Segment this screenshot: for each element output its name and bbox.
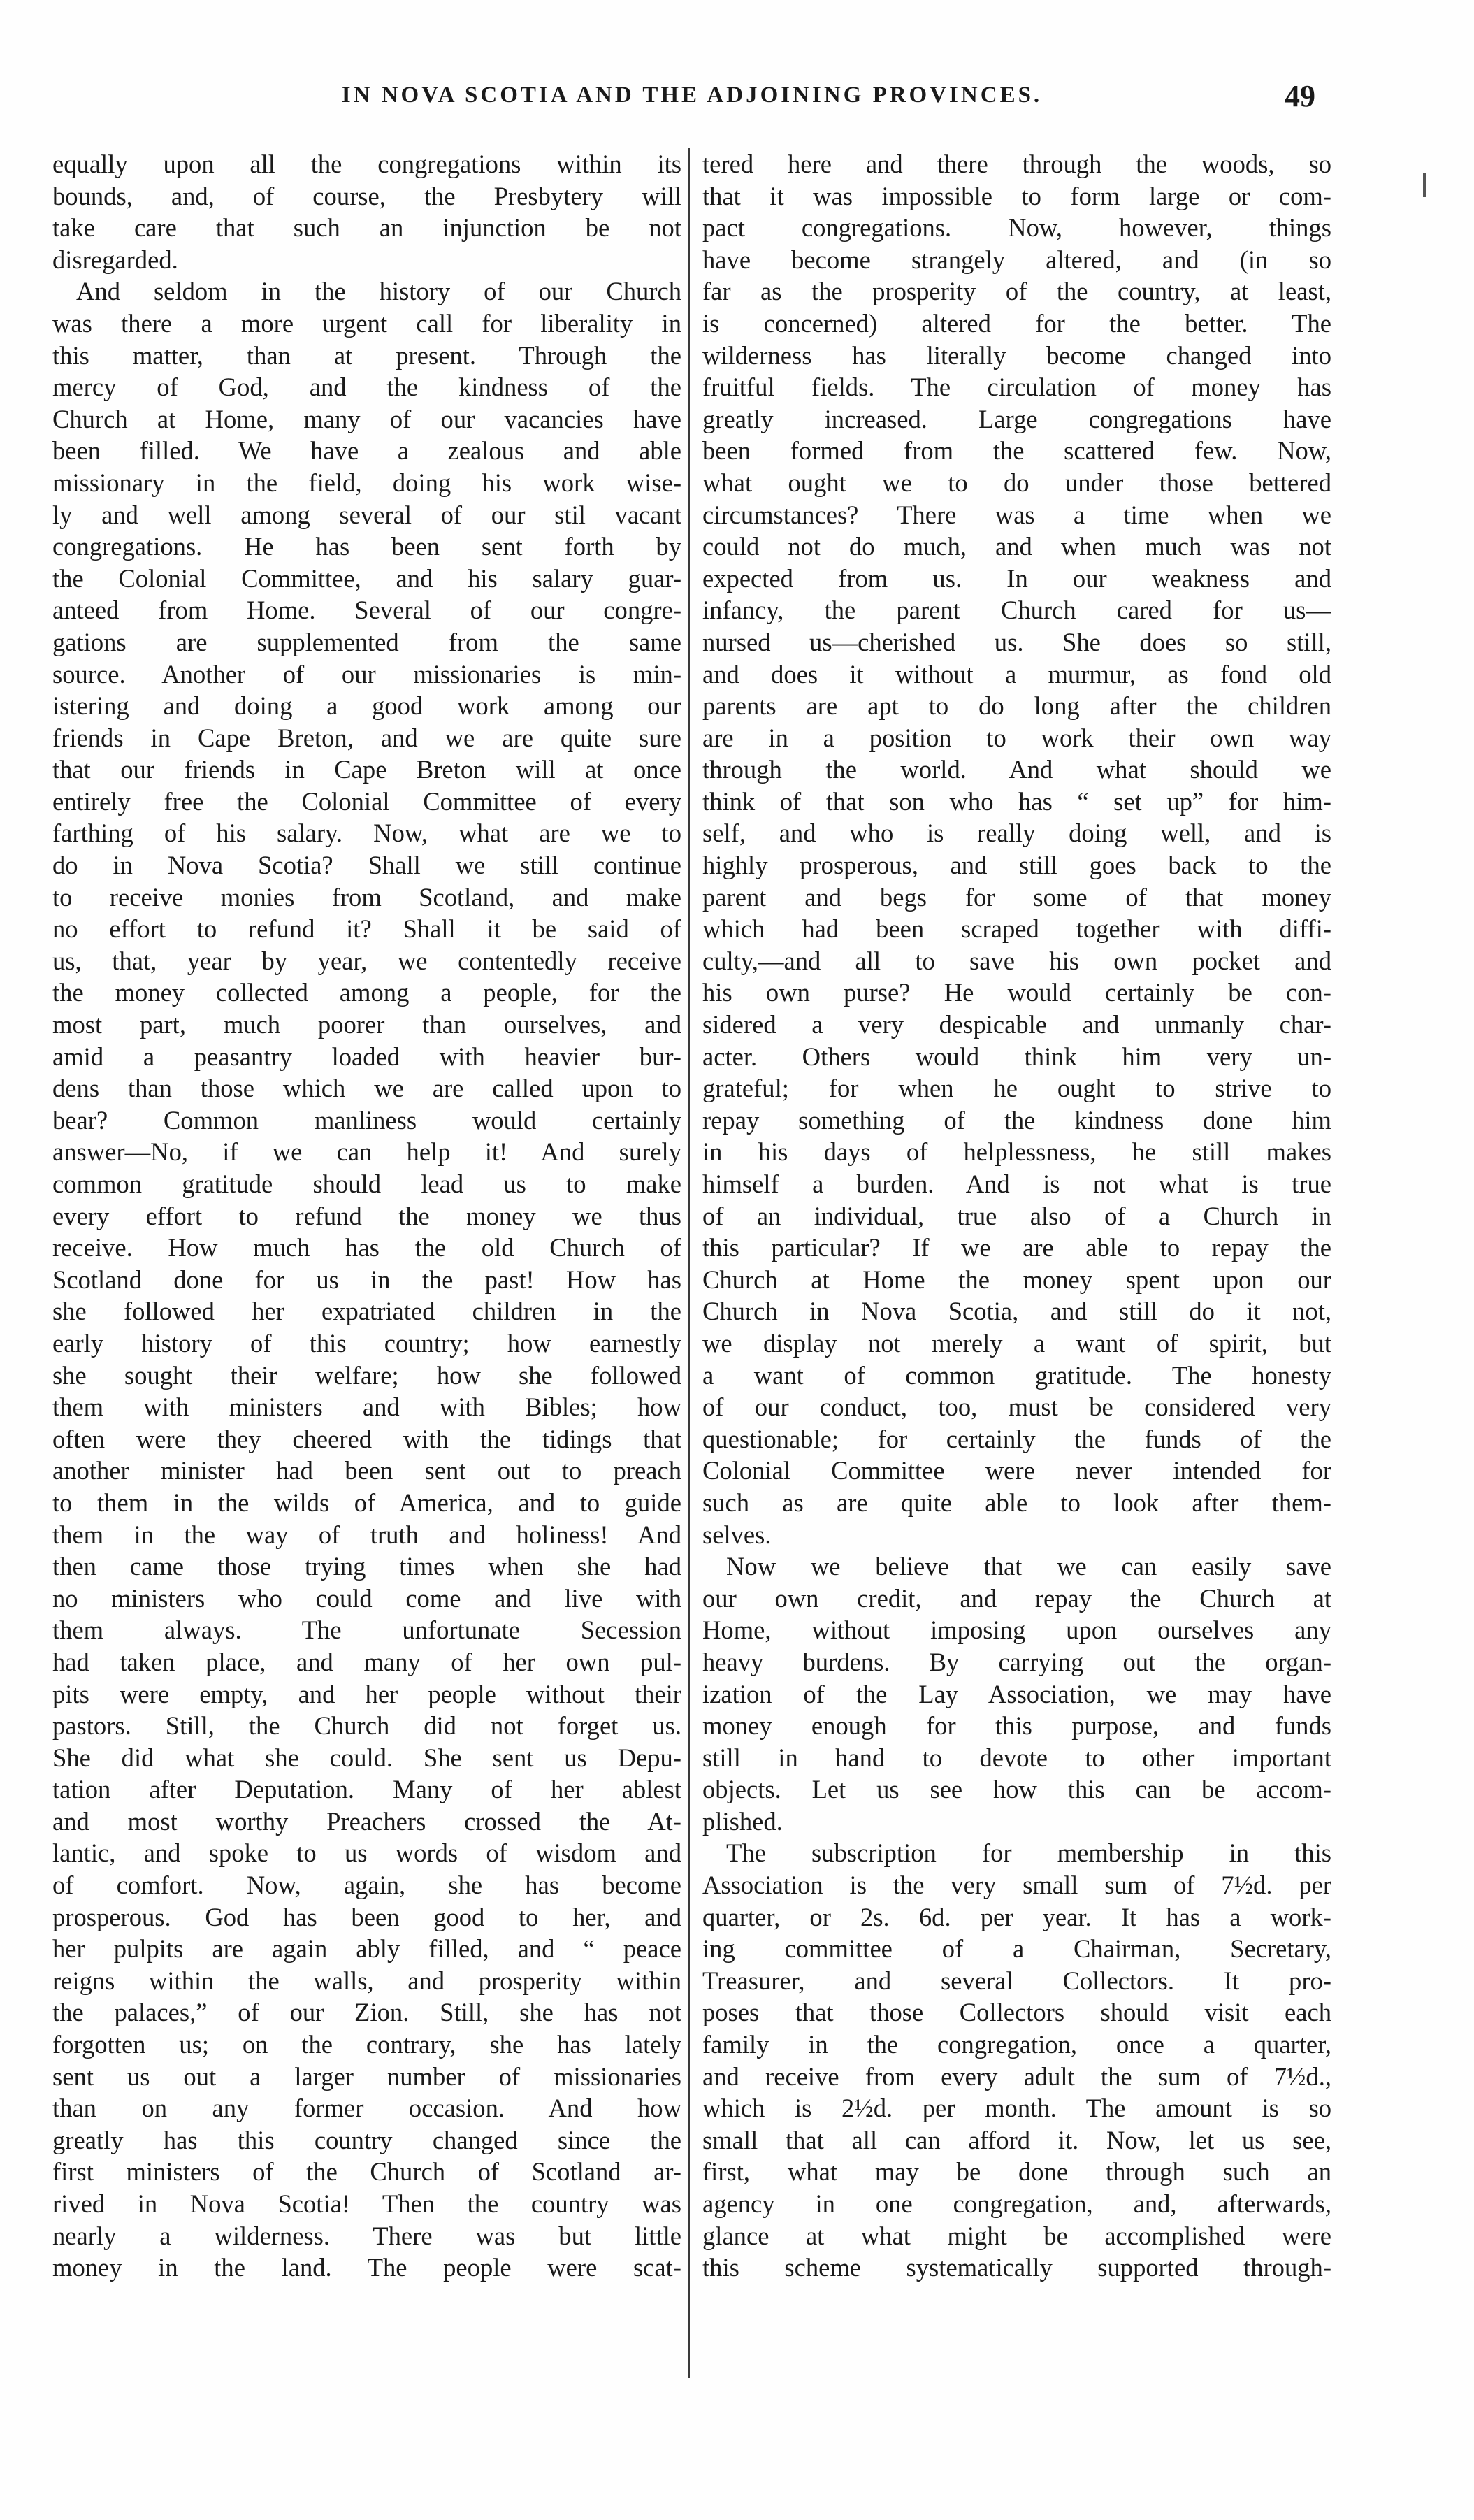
text-line: questionable; for certainly the funds of the: [702, 1424, 1331, 1453]
text-line: nearly a wilderness. There was but little: [52, 2221, 681, 2250]
text-line: dens than those which we are called upon to: [52, 1074, 681, 1103]
text-line: her pulpits are again ably filled, and “ peace: [52, 1934, 681, 1964]
text-line: grateful; for when he ought to strive to: [702, 1074, 1331, 1103]
text-line: Now we believe that we can easily save: [726, 1552, 1331, 1581]
text-line: ization of the Lay Association, we may have: [702, 1679, 1331, 1708]
text-line: this matter, than at present. Through the: [52, 340, 681, 370]
text-line: every effort to refund the money we thus: [52, 1201, 681, 1230]
text-line: money in the land. The people were scat-: [52, 2253, 681, 2282]
text-line: She did what she could. She sent us Depu-: [52, 1743, 681, 1772]
text-line: lantic, and spoke to us words of wisdom and: [52, 1838, 681, 1868]
text-line: bounds, and, of course, the Presbytery will: [52, 181, 681, 210]
text-line: gations are supplemented from the same: [52, 627, 681, 656]
text-line: ing committee of a Chairman, Secretary,: [702, 1934, 1331, 1964]
text-line: first, what may be done through such an: [702, 2157, 1331, 2187]
text-line: she followed her expatriated children in the: [52, 1297, 681, 1326]
text-line: pits were empty, and her people without their: [52, 1679, 681, 1708]
text-line: think of that son who has “ set up” for him-: [702, 786, 1331, 816]
text-line: them always. The unfortunate Secession: [52, 1615, 681, 1645]
text-line: self, and who is really doing well, and is: [702, 819, 1331, 848]
text-line: objects. Let us see how this can be accom-: [702, 1775, 1331, 1804]
margin-mark: [1423, 173, 1426, 197]
text-line: are in a position to work their own way: [702, 723, 1331, 752]
text-line: this particular? If we are able to repay the: [702, 1233, 1331, 1262]
text-line: do in Nova Scotia? Shall we still continue: [52, 851, 681, 880]
text-line: no effort to refund it? Shall it be said of: [52, 914, 681, 944]
text-line: quarter, or 2s. 6d. per year. It has a work-: [702, 1902, 1331, 1931]
text-line: poses that those Collectors should visit each: [702, 1998, 1331, 2027]
text-line: parent and begs for some of that money: [702, 882, 1331, 912]
text-line: have become strangely altered, and (in so: [702, 245, 1331, 274]
text-line: answer—No, if we can help it! And surely: [52, 1137, 681, 1167]
column-rule: [688, 148, 690, 2378]
text-line: of our conduct, too, must be considered very: [702, 1392, 1331, 1422]
text-line: pastors. Still, the Church did not forget us.: [52, 1711, 681, 1741]
text-line: congregations. He has been sent forth by: [52, 532, 681, 561]
text-line: such as are quite able to look after them-: [702, 1488, 1331, 1517]
page-number: 49: [1285, 79, 1315, 113]
text-line: them in the way of truth and holiness! And: [52, 1520, 681, 1549]
text-line: first ministers of the Church of Scotland ar-: [52, 2157, 681, 2187]
text-line: been filled. We have a zealous and able: [52, 436, 681, 466]
text-line: sidered a very despicable and unmanly char-: [702, 1010, 1331, 1039]
text-line: sent us out a larger number of missionaries: [52, 2061, 681, 2091]
text-line: of an individual, true also of a Church in: [702, 1201, 1331, 1230]
text-line: was there a more urgent call for liberality in: [52, 308, 681, 338]
text-line: receive. How much has the old Church of: [52, 1233, 681, 1262]
text-line: his own purse? He would certainly be con-: [702, 978, 1331, 1007]
text-line: no ministers who could come and live with: [52, 1583, 681, 1613]
text-line: Church in Nova Scotia, and still do it not,: [702, 1297, 1331, 1326]
text-line: take care that such an injunction be not: [52, 213, 681, 243]
text-line: she sought their welfare; how she followed: [52, 1360, 681, 1390]
text-line: our own credit, and repay the Church at: [702, 1583, 1331, 1613]
text-line: had taken place, and many of her own pul-: [52, 1647, 681, 1676]
text-line: rived in Nova Scotia! Then the country was: [52, 2189, 681, 2218]
text-line: heavy burdens. By carrying out the organ-: [702, 1647, 1331, 1676]
text-line: and does it without a murmur, as fond old: [702, 659, 1331, 689]
text-line: common gratitude should lead us to make: [52, 1169, 681, 1198]
text-line: another minister had been sent out to preach: [52, 1456, 681, 1485]
text-line: through the world. And what should we: [702, 755, 1331, 784]
text-line: that it was impossible to form large or com-: [702, 181, 1331, 210]
text-line: culty,—and all to save his own pocket and: [702, 946, 1331, 975]
text-line: friends in Cape Breton, and we are quite sure: [52, 723, 681, 752]
text-line: we display not merely a want of spirit, but: [702, 1328, 1331, 1358]
text-line: missionary in the field, doing his work wise-: [52, 468, 681, 497]
text-line: entirely free the Colonial Committee of every: [52, 786, 681, 816]
text-line: glance at what might be accomplished were: [702, 2221, 1331, 2250]
text-line: Association is the very small sum of 7½d. per: [702, 1871, 1331, 1900]
running-title: IN NOVA SCOTIA AND THE ADJOINING PROVINCES.: [341, 82, 1043, 108]
text-line: often were they cheered with the tidings that: [52, 1424, 681, 1453]
text-line: the palaces,” of our Zion. Still, she has not: [52, 1998, 681, 2027]
text-line: early history of this country; how earnestly: [52, 1328, 681, 1358]
text-line: amid a peasantry loaded with heavier bur-: [52, 1042, 681, 1071]
text-line: and most worthy Preachers crossed the At-: [52, 1806, 681, 1836]
text-line: Church at Home the money spent upon our: [702, 1265, 1331, 1294]
text-line: tered here and there through the woods, so: [702, 150, 1331, 178]
text-line: repay something of the kindness done him: [702, 1105, 1331, 1135]
running-head: [0, 79, 1474, 124]
text-line: still in hand to devote to other important: [702, 1743, 1331, 1772]
text-line: them with ministers and with Bibles; how: [52, 1392, 681, 1422]
text-line: wilderness has literally become changed into: [702, 340, 1331, 370]
text-line: disregarded.: [52, 245, 178, 274]
text-line: nursed us—cherished us. She does so still,: [702, 627, 1331, 656]
text-line: fruitful fields. The circulation of money has: [702, 373, 1331, 402]
text-line: this scheme systematically supported through-: [702, 2253, 1331, 2282]
text-line: agency in one congregation, and, afterwards,: [702, 2189, 1331, 2218]
text-line: to them in the wilds of America, and to guide: [52, 1488, 681, 1517]
text-line: us, that, year by year, we contentedly receive: [52, 946, 681, 975]
text-line: mercy of God, and the kindness of the: [52, 373, 681, 402]
text-line: greatly has this country changed since the: [52, 2125, 681, 2154]
text-line: bear? Common manliness would certainly: [52, 1105, 681, 1135]
text-line: Church at Home, many of our vacancies have: [52, 404, 681, 433]
text-line: Scotland done for us in the past! How has: [52, 1265, 681, 1294]
text-line: been formed from the scattered few. Now,: [702, 436, 1331, 466]
text-line: money enough for this purpose, and funds: [702, 1711, 1331, 1741]
text-line: is concerned) altered for the better. The: [702, 308, 1331, 338]
text-line: than on any former occasion. And how: [52, 2094, 681, 2123]
right-column: [702, 148, 1331, 2284]
text-line: Colonial Committee were never intended for: [702, 1456, 1331, 1485]
text-line: And seldom in the history of our Church: [76, 277, 681, 306]
text-line: that our friends in Cape Breton will at once: [52, 755, 681, 784]
text-line: source. Another of our missionaries is min-: [52, 659, 681, 689]
text-line: to receive monies from Scotland, and make: [52, 882, 681, 912]
text-line: far as the prosperity of the country, at least,: [702, 277, 1331, 306]
text-line: forgotten us; on the contrary, she has lately: [52, 2030, 681, 2059]
text-line: then came those trying times when she had: [52, 1552, 681, 1581]
text-line: parents are apt to do long after the children: [702, 691, 1331, 721]
text-line: Treasurer, and several Collectors. It pro-: [702, 1966, 1331, 1995]
text-line: most part, much poorer than ourselves, and: [52, 1010, 681, 1039]
text-line: The subscription for membership in this: [726, 1838, 1331, 1868]
text-line: which is 2½d. per month. The amount is so: [702, 2094, 1331, 2123]
text-line: what ought we to do under those bettered: [702, 468, 1331, 497]
text-line: the money collected among a people, for the: [52, 978, 681, 1007]
text-line: ly and well among several of our stil vacant: [52, 500, 681, 529]
text-line: a want of common gratitude. The honesty: [702, 1360, 1331, 1390]
text-line: istering and doing a good work among our: [52, 691, 681, 721]
text-line: greatly increased. Large congregations have: [702, 404, 1331, 433]
text-line: reigns within the walls, and prosperity within: [52, 1966, 681, 1995]
text-line: in his days of helplessness, he still makes: [702, 1137, 1331, 1167]
text-line: could not do much, and when much was not: [702, 532, 1331, 561]
text-line: tation after Deputation. Many of her ablest: [52, 1775, 681, 1804]
text-line: the Colonial Committee, and his salary guar-: [52, 563, 681, 593]
text-line: equally upon all the congregations within its: [52, 150, 681, 178]
text-line: expected from us. In our weakness and: [702, 563, 1331, 593]
text-line: highly prosperous, and still goes back to the: [702, 851, 1331, 880]
left-column: [52, 148, 681, 2284]
text-line: himself a burden. And is not what is true: [702, 1169, 1331, 1198]
text-line: selves.: [702, 1520, 772, 1549]
text-line: family in the congregation, once a quarter,: [702, 2030, 1331, 2059]
text-line: Home, without imposing upon ourselves any: [702, 1615, 1331, 1645]
text-line: acter. Others would think him very un-: [702, 1042, 1331, 1071]
text-line: farthing of his salary. Now, what are we to: [52, 819, 681, 848]
text-line: of comfort. Now, again, she has become: [52, 1871, 681, 1900]
text-line: which had been scraped together with diffi-: [702, 914, 1331, 944]
text-line: and receive from every adult the sum of 7½d.,: [702, 2061, 1331, 2091]
text-line: infancy, the parent Church cared for us—: [702, 596, 1331, 625]
text-line: pact congregations. Now, however, things: [702, 213, 1331, 243]
text-line: plished.: [702, 1806, 783, 1836]
text-line: small that all can afford it. Now, let us see,: [702, 2125, 1331, 2154]
text-line: anteed from Home. Several of our congre-: [52, 596, 681, 625]
text-line: prosperous. God has been good to her, and: [52, 1902, 681, 1931]
text-line: circumstances? There was a time when we: [702, 500, 1331, 529]
